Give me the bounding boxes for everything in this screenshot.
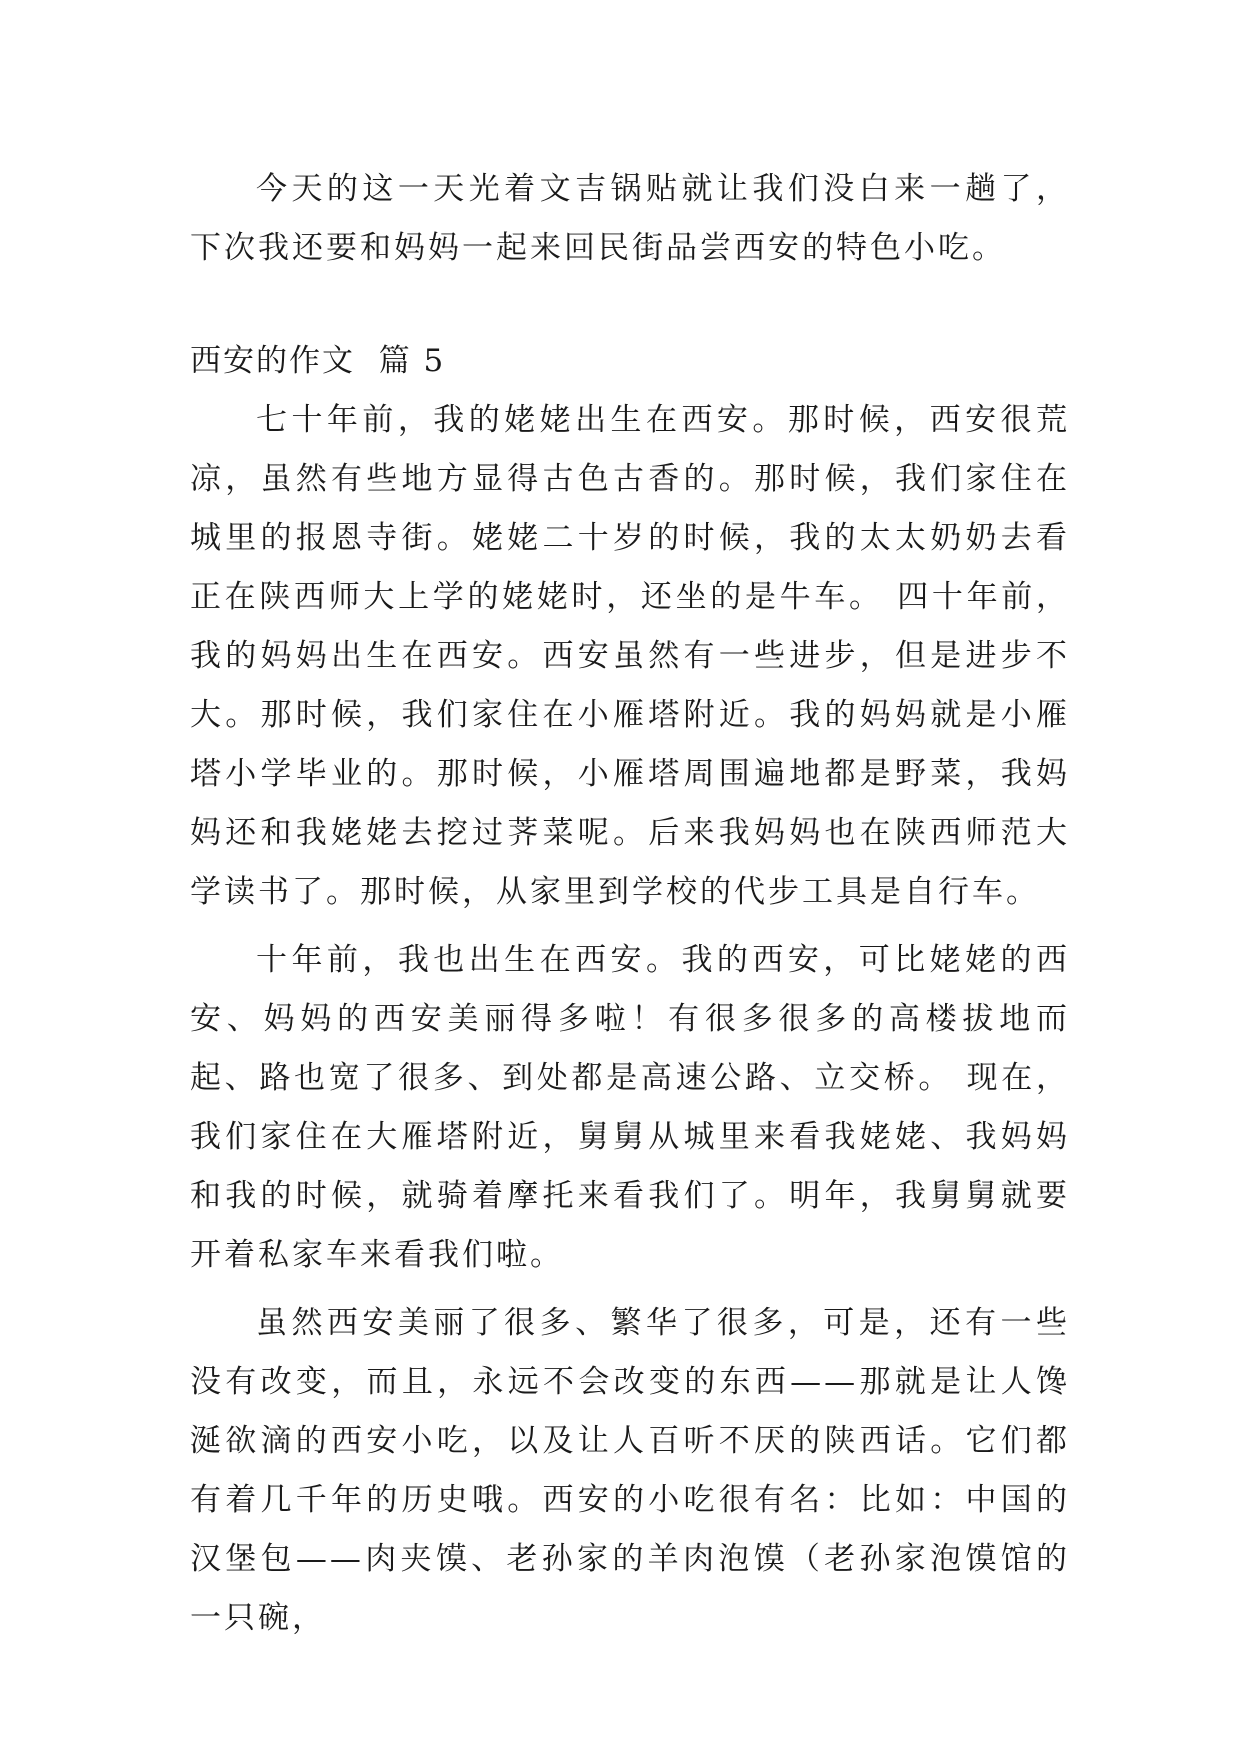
intro-paragraph: 今天的这一天光着文吉锅贴就让我们没白来一趟了，下次我还要和妈妈一起来回民街品尝西安的特色小吃。 <box>190 171 1070 266</box>
section-heading: 西安的作文 篇 5 <box>190 343 446 379</box>
document-body <box>190 160 1070 1657</box>
body-paragraph-2: 十年前，我也出生在西安。我的西安，可比姥姥的西安、妈妈的西安美丽得多啦！有很多很多的高楼拔地而起、路也宽了很多、到处都是高速公路、立交桥。 现在，我们家住在大雁塔附近，舅舅从城里来看我姥姥、我妈妈和我的时候，就骑着摩托来看我们了。明年，我舅舅就要开着私家车来看我们啦。 <box>190 942 1070 1273</box>
body-paragraph-3: 虽然西安美丽了很多、繁华了很多，可是，还有一些没有改变，而且，永远不会改变的东西——那就是让人馋涎欲滴的西安小吃，以及让人百听不厌的陕西话。它们都有着几千年的历史哦。西安的小吃很有名：比如：中国的汉堡包——肉夹馍、老孙家的羊肉泡馍（老孙家泡馍馆的一只碗， <box>190 1305 1070 1636</box>
body-paragraph-1: 七十年前，我的姥姥出生在西安。那时候，西安很荒凉，虽然有些地方显得古色古香的。那时候，我们家住在城里的报恩寺街。姥姥二十岁的时候，我的太太奶奶去看正在陕西师大上学的姥姥时，还坐的是牛车。 四十年前，我的妈妈出生在西安。西安虽然有一些进步，但是进步不大。那时候，我们家住在小雁塔附近。我的妈妈就是小雁塔小学毕业的。那时候，小雁塔周围遍地都是野菜，我妈妈还和我姥姥去挖过荠菜呢。后来我妈妈也在陕西师范大学读书了。那时候，从家里到学校的代步工具是自行车。 <box>190 402 1070 910</box>
